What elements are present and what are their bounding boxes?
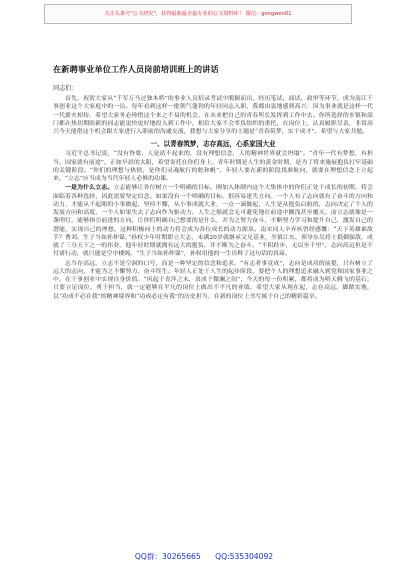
qq-group: QQ群：30265665 xyxy=(134,552,201,561)
paragraph-3 xyxy=(53,184,373,258)
paragraph-3-text: 立志能够让各位树立一个明确的目标，刚加入体制内这个大集体中的你们正处于成长的初期，将会面临着各种选择，因此需要坚定信念。如果没有一个明确的目标，很容易迷失方向。一个人有了志向就有了奋斗的方向和动力，才能从不起眼的小事做起，坚持不懈，从小事成就大业，一点一滴做起，人生是从抱负启航的，志向决定了个人的发展方向和高度，一个人如果失去了志向作为驱动力，人生之船就会无可避免地在前途中搁浅甚至覆灭。而立志就像是一盏明灯，能够指引前进的方向，让你们明确自己想要的是什么，并为之努力奋斗，不断努力学习和提升自己，激发自己的潜能，实现自己的理想。这种积极向上的动力将会成为各位成长的动力源泉。南宋词人辛弃疾曾经感慨：“天下英雄谁敌手？曹刘。生子当如孙仲谋。”孙权少年时期即立大志，未满20岁就继承父兄基业，坐镇江东，领导东吴将士抵御强敌，成就了三分天下之一的伟业。他年轻时期就拥有远大的抱负，并不断为之奋斗。“不积跬步，无以至千里”，志向高远但是不付诸行动，就只能是空中楼阁。“生子当如孙仲谋”，孙权用他的一生诠释了这句话的真谛。 xyxy=(53,185,373,258)
greeting: 同志们： xyxy=(53,85,78,92)
paragraph-1: 首先，祝贺大家从“千军万马过独木桥”的事业人员招录考试中脱颖而出，经历笔试、面试、政审等环节，成为南江干事创业这个大家庭中的一员。每年看到这样一批朝气蓬勃的年轻同志入职，我都由衷地感到高兴：因为事业就是这样一代一代薪火相传。希望大家务必珍惜这个来之不易的机会，在未来把自己的青春所长发挥到工作中去。你所选择的乡镇和部门都在热切期盼新的同志能更快更好地投入到工作中，相信大家不会辜负组织的重托，在岗位上，认真履职尽责，非常高兴今天能借这个机会跟大家进行入职前的沟通交流，我想与大家分享的主题是“青春筑梦，实干成才”，希望与大家共勉。 xyxy=(53,96,373,135)
document-body xyxy=(53,64,373,302)
top-banner: 关注头条号"公文研究"，获得最新最全最专业的公文资料库！ 微信：gongwen01 xyxy=(44,4,352,24)
subheading-why-aspire: 一是为什么立志。 xyxy=(65,184,114,192)
paragraph-4: 志当存高远，立志不是空洞的口号，而是一种坚定的信念和追求。“有志者事竟成”，志向是成功的前提，只有树立了远大的志向，才能为之不懈努力、奋斗终生。年轻人正处于人生的起步阶段，要把个人的理想追求融入到党和国家事业之中，在干事创业中实现自身价值。“风起于青萍之末，浪成于微澜之间”，今天的每一份积累，都将成为明天腾飞的基石。只要立足岗位、勇于担当，就一定能够在平凡的岗位上做出不平凡的业绩。希望大家从现在起，志存高远、脚踏实地，以“功成不必在我”的精神境界和“功成必定有我”的历史担当，在新的岗位上书写属于自己的精彩篇章。 xyxy=(53,260,373,300)
footer-contact xyxy=(0,551,408,562)
section-heading: 一、以青春筑梦，志存高远，心系家国大业 xyxy=(150,140,276,149)
page-title: 在新聘事业单位工作人员岗前培训班上的讲话 xyxy=(53,64,219,74)
paragraph-2: 习近平总书记说，“没有脊梁，人是站不起来的，没有理想信念，人的精神世界就会坍塌”。“青年一代有梦想，有担当，国家就有前途”，正如早晨的太阳，希望寄托在你们身上。青年时期是人生的黄金时期，是为了将来施展抱负打牢基础的关键阶段。“你们的理想与热情，是你们灵魂航行的舵和帆”。年轻人要在新的阶段找准航向，就要在理想信念上立起来，“立志”应当成为当代年轻人必修的功课。 xyxy=(53,151,373,182)
qq-contact: QQ:535304092 xyxy=(215,552,274,561)
